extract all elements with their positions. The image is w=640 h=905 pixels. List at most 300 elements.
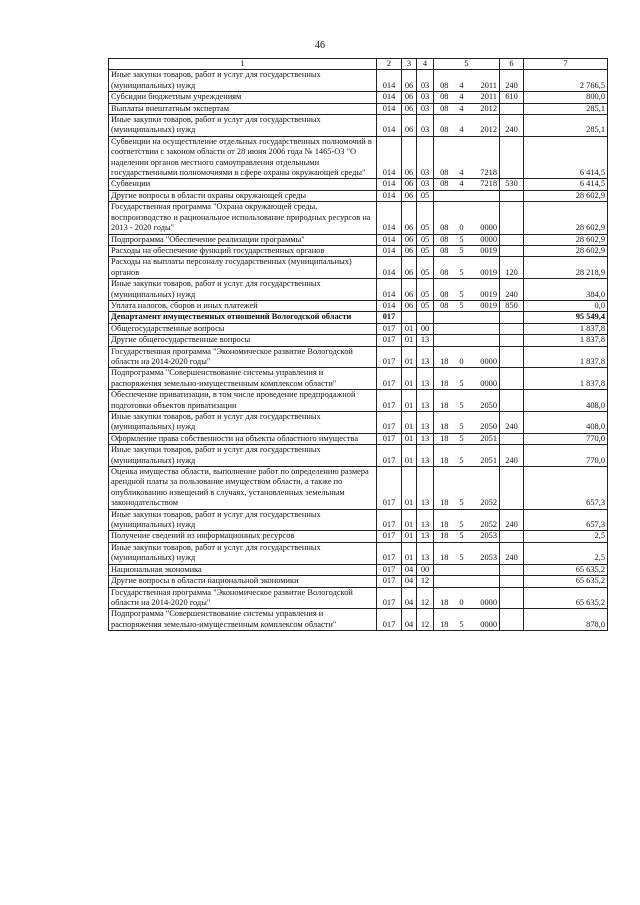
- table-row: [109, 257, 608, 279]
- target-direction-cell: [469, 312, 500, 323]
- target-subprogram-cell: 4: [455, 115, 469, 137]
- subsection-code-cell: 06: [402, 190, 417, 201]
- amount-cell: 657,3: [524, 509, 608, 531]
- subsection-code-cell: 06: [402, 279, 417, 301]
- item-code-cell: 13: [417, 346, 434, 368]
- expense-type-cell: [500, 312, 524, 323]
- target-program-cell: 18: [434, 467, 455, 510]
- subsection-code-cell: 01: [402, 390, 417, 412]
- target-subprogram-cell: [455, 576, 469, 587]
- table-row: [109, 202, 608, 234]
- table-row: [109, 509, 608, 531]
- section-code-cell: 017: [377, 412, 402, 434]
- target-program-cell: 18: [434, 346, 455, 368]
- section-code-cell: 014: [377, 179, 402, 190]
- expense-type-cell: 240: [500, 509, 524, 531]
- section-code-cell: 017: [377, 531, 402, 542]
- expense-type-cell: [500, 190, 524, 201]
- amount-cell: 1 837,8: [524, 323, 608, 334]
- subsection-code-cell: 01: [402, 433, 417, 444]
- target-subprogram-cell: 5: [455, 542, 469, 564]
- subsection-code-cell: [402, 312, 417, 323]
- amount-cell: 408,0: [524, 390, 608, 412]
- expense-type-cell: [500, 531, 524, 542]
- target-subprogram-cell: [455, 564, 469, 575]
- target-direction-cell: 2011: [469, 92, 500, 103]
- target-program-cell: [434, 323, 455, 334]
- target-subprogram-cell: 5: [455, 390, 469, 412]
- expense-type-cell: [500, 346, 524, 368]
- table-row: [109, 576, 608, 587]
- item-code-cell: 13: [417, 531, 434, 542]
- item-code-cell: 03: [417, 115, 434, 137]
- item-code-cell: 05: [417, 279, 434, 301]
- subsection-code-cell: 06: [402, 234, 417, 245]
- subsection-code-cell: 06: [402, 257, 417, 279]
- amount-cell: 65 635,2: [524, 576, 608, 587]
- table-row: [109, 115, 608, 137]
- item-code-cell: 05: [417, 257, 434, 279]
- item-code-cell: [417, 312, 434, 323]
- amount-cell: 95 549,4: [524, 312, 608, 323]
- subsection-code-cell: 06: [402, 70, 417, 92]
- target-program-cell: 18: [434, 368, 455, 390]
- header-col-4: 4: [417, 59, 434, 70]
- expense-type-cell: 240: [500, 115, 524, 137]
- name-cell: Иные закупки товаров, работ и услуг для государственных (муниципальных) нужд: [109, 412, 377, 434]
- target-direction-cell: 2051: [469, 433, 500, 444]
- target-direction-cell: 2012: [469, 115, 500, 137]
- amount-cell: 1 837,8: [524, 335, 608, 346]
- target-subprogram-cell: 4: [455, 136, 469, 179]
- target-program-cell: 18: [434, 587, 455, 609]
- expense-type-cell: [500, 202, 524, 234]
- section-code-cell: 014: [377, 300, 402, 311]
- header-col-1: 1: [109, 59, 377, 70]
- section-code-cell: 017: [377, 445, 402, 467]
- name-cell: Департамент имущественных отношений Вологодской области: [109, 312, 377, 323]
- target-direction-cell: [469, 564, 500, 575]
- target-program-cell: 08: [434, 136, 455, 179]
- table-row: [109, 445, 608, 467]
- name-cell: Иные закупки товаров, работ и услуг для государственных (муниципальных) нужд: [109, 509, 377, 531]
- item-code-cell: 00: [417, 323, 434, 334]
- target-program-cell: 08: [434, 115, 455, 137]
- name-cell: Национальная экономика: [109, 564, 377, 575]
- section-code-cell: 017: [377, 390, 402, 412]
- subsection-code-cell: 06: [402, 136, 417, 179]
- amount-cell: 28 602,9: [524, 202, 608, 234]
- target-direction-cell: [469, 190, 500, 201]
- table-row: [109, 136, 608, 179]
- expense-type-cell: [500, 103, 524, 114]
- table-row: [109, 531, 608, 542]
- name-cell: Другие вопросы в области национальной экономики: [109, 576, 377, 587]
- expense-type-cell: 240: [500, 542, 524, 564]
- target-subprogram-cell: 4: [455, 103, 469, 114]
- subsection-code-cell: 01: [402, 509, 417, 531]
- expense-type-cell: 240: [500, 279, 524, 301]
- item-code-cell: 05: [417, 202, 434, 234]
- amount-cell: 28 218,9: [524, 257, 608, 279]
- table-row: [109, 587, 608, 609]
- target-subprogram-cell: 5: [455, 609, 469, 631]
- target-subprogram-cell: [455, 335, 469, 346]
- expense-type-cell: 850: [500, 300, 524, 311]
- table-row: [109, 312, 608, 323]
- amount-cell: 408,0: [524, 412, 608, 434]
- target-program-cell: 18: [434, 509, 455, 531]
- subsection-code-cell: 01: [402, 542, 417, 564]
- name-cell: Другие вопросы в области охраны окружающей среды: [109, 190, 377, 201]
- target-direction-cell: 0019: [469, 257, 500, 279]
- header-col-3: 3: [402, 59, 417, 70]
- item-code-cell: 12: [417, 609, 434, 631]
- item-code-cell: 13: [417, 433, 434, 444]
- section-code-cell: 017: [377, 542, 402, 564]
- header-col-5: 5: [434, 59, 500, 70]
- target-program-cell: 08: [434, 179, 455, 190]
- subsection-code-cell: 06: [402, 202, 417, 234]
- expense-type-cell: [500, 335, 524, 346]
- name-cell: Иные закупки товаров, работ и услуг для государственных (муниципальных) нужд: [109, 115, 377, 137]
- amount-cell: 1 837,8: [524, 368, 608, 390]
- expense-type-cell: [500, 234, 524, 245]
- amount-cell: 285,1: [524, 103, 608, 114]
- name-cell: Государственная программа "Охрана окружающей среды, воспроизводство и рациональное использование природных ресурсов на 2013 - 2020 годы": [109, 202, 377, 234]
- target-program-cell: [434, 335, 455, 346]
- table-row: [109, 103, 608, 114]
- name-cell: Выплаты внештатным экспертам: [109, 103, 377, 114]
- name-cell: Субсидии бюджетным учреждениям: [109, 92, 377, 103]
- subsection-code-cell: 04: [402, 609, 417, 631]
- item-code-cell: 03: [417, 70, 434, 92]
- expense-type-cell: [500, 587, 524, 609]
- name-cell: Оценка имущества области, выполнение работ по определению размера арендной платы за пользование имуществом области, а также по опубликованию извещений в случаях, установленных земельным законодательством: [109, 467, 377, 510]
- name-cell: Иные закупки товаров, работ и услуг для государственных (муниципальных) нужд: [109, 279, 377, 301]
- table-row: [109, 368, 608, 390]
- target-subprogram-cell: 0: [455, 202, 469, 234]
- name-cell: Подпрограмма "Обеспечение реализации программы": [109, 234, 377, 245]
- expense-type-cell: [500, 136, 524, 179]
- amount-cell: 770,0: [524, 433, 608, 444]
- target-program-cell: 18: [434, 433, 455, 444]
- name-cell: Расходы на выплаты персоналу государственных (муниципальных) органов: [109, 257, 377, 279]
- target-direction-cell: 0019: [469, 245, 500, 256]
- item-code-cell: 13: [417, 467, 434, 510]
- target-subprogram-cell: [455, 323, 469, 334]
- budget-table: [108, 58, 608, 631]
- subsection-code-cell: 06: [402, 115, 417, 137]
- target-program-cell: [434, 312, 455, 323]
- subsection-code-cell: 04: [402, 576, 417, 587]
- section-code-cell: 017: [377, 433, 402, 444]
- expense-type-cell: [500, 323, 524, 334]
- amount-cell: 0,0: [524, 300, 608, 311]
- section-code-cell: 014: [377, 202, 402, 234]
- target-program-cell: 08: [434, 92, 455, 103]
- target-direction-cell: 7218: [469, 136, 500, 179]
- subsection-code-cell: 01: [402, 412, 417, 434]
- section-code-cell: 014: [377, 70, 402, 92]
- target-direction-cell: 2050: [469, 412, 500, 434]
- amount-cell: 6 414,5: [524, 179, 608, 190]
- table-row: [109, 412, 608, 434]
- table-row: [109, 300, 608, 311]
- name-cell: Государственная программа "Экономическое развитие Вологодской области на 2014-2020 годы": [109, 346, 377, 368]
- section-code-cell: 017: [377, 346, 402, 368]
- name-cell: Субвенции на осуществление отдельных государственных полномочий в соответствии с законом области от 28 июня 2006 года № 1465-ОЗ "О наделении органов местного самоуправления отдельными государственными полномочиями в сфере охраны окружающей среды": [109, 136, 377, 179]
- amount-cell: 285,1: [524, 115, 608, 137]
- item-code-cell: 00: [417, 564, 434, 575]
- subsection-code-cell: 06: [402, 245, 417, 256]
- amount-cell: 28 602,9: [524, 234, 608, 245]
- section-code-cell: 017: [377, 564, 402, 575]
- target-subprogram-cell: 4: [455, 179, 469, 190]
- item-code-cell: 13: [417, 542, 434, 564]
- target-subprogram-cell: 5: [455, 509, 469, 531]
- table-row: [109, 234, 608, 245]
- target-subprogram-cell: 4: [455, 70, 469, 92]
- section-code-cell: 014: [377, 245, 402, 256]
- page-number: 46: [315, 40, 325, 51]
- amount-cell: 770,0: [524, 445, 608, 467]
- target-program-cell: [434, 564, 455, 575]
- target-direction-cell: 0000: [469, 587, 500, 609]
- section-code-cell: 017: [377, 335, 402, 346]
- table-row: [109, 323, 608, 334]
- table-row: [109, 92, 608, 103]
- table-row: [109, 335, 608, 346]
- name-cell: Подпрограмма "Совершенствование системы управления и распоряжения земельно-имущественным комплексом области": [109, 609, 377, 631]
- target-direction-cell: 0000: [469, 346, 500, 368]
- section-code-cell: 014: [377, 136, 402, 179]
- section-code-cell: 017: [377, 609, 402, 631]
- target-program-cell: 08: [434, 70, 455, 92]
- target-direction-cell: 0000: [469, 368, 500, 390]
- target-program-cell: 18: [434, 390, 455, 412]
- target-subprogram-cell: 5: [455, 245, 469, 256]
- target-subprogram-cell: 4: [455, 92, 469, 103]
- target-program-cell: 08: [434, 245, 455, 256]
- target-subprogram-cell: 0: [455, 587, 469, 609]
- target-direction-cell: 2050: [469, 390, 500, 412]
- name-cell: Оформление права собственности на объекты областного имущества: [109, 433, 377, 444]
- amount-cell: 657,3: [524, 467, 608, 510]
- target-direction-cell: 0000: [469, 202, 500, 234]
- name-cell: Уплата налогов, сборов и иных платежей: [109, 300, 377, 311]
- item-code-cell: 13: [417, 509, 434, 531]
- expense-type-cell: [500, 576, 524, 587]
- subsection-code-cell: 01: [402, 531, 417, 542]
- subsection-code-cell: 01: [402, 346, 417, 368]
- section-code-cell: 017: [377, 467, 402, 510]
- amount-cell: 2,5: [524, 531, 608, 542]
- section-code-cell: 014: [377, 257, 402, 279]
- subsection-code-cell: 01: [402, 368, 417, 390]
- target-program-cell: 08: [434, 257, 455, 279]
- subsection-code-cell: 06: [402, 300, 417, 311]
- section-code-cell: 017: [377, 323, 402, 334]
- name-cell: Иные закупки товаров, работ и услуг для государственных (муниципальных) нужд: [109, 445, 377, 467]
- item-code-cell: 03: [417, 103, 434, 114]
- name-cell: Иные закупки товаров, работ и услуг для государственных (муниципальных) нужд: [109, 70, 377, 92]
- section-code-cell: 017: [377, 576, 402, 587]
- target-direction-cell: 2053: [469, 542, 500, 564]
- section-code-cell: 017: [377, 368, 402, 390]
- expense-type-cell: 240: [500, 412, 524, 434]
- target-subprogram-cell: 5: [455, 300, 469, 311]
- target-direction-cell: 2052: [469, 467, 500, 510]
- expense-type-cell: [500, 467, 524, 510]
- item-code-cell: 05: [417, 245, 434, 256]
- expense-type-cell: 120: [500, 257, 524, 279]
- subsection-code-cell: 01: [402, 467, 417, 510]
- section-code-cell: 017: [377, 587, 402, 609]
- name-cell: Субвенции: [109, 179, 377, 190]
- amount-cell: 28 602,9: [524, 190, 608, 201]
- name-cell: Получение сведений из информационных ресурсов: [109, 531, 377, 542]
- target-program-cell: 08: [434, 279, 455, 301]
- expense-type-cell: [500, 433, 524, 444]
- target-direction-cell: 0019: [469, 300, 500, 311]
- subsection-code-cell: 01: [402, 323, 417, 334]
- item-code-cell: 13: [417, 368, 434, 390]
- target-program-cell: 18: [434, 412, 455, 434]
- item-code-cell: 03: [417, 136, 434, 179]
- amount-cell: 800,0: [524, 92, 608, 103]
- subsection-code-cell: 04: [402, 564, 417, 575]
- expense-type-cell: 240: [500, 445, 524, 467]
- item-code-cell: 03: [417, 179, 434, 190]
- header-col-2: 2: [377, 59, 402, 70]
- item-code-cell: 13: [417, 390, 434, 412]
- name-cell: Подпрограмма "Совершенствование системы управления и распоряжения земельно-имущественным комплексом области": [109, 368, 377, 390]
- expense-type-cell: 240: [500, 70, 524, 92]
- expense-type-cell: [500, 245, 524, 256]
- target-subprogram-cell: 5: [455, 234, 469, 245]
- name-cell: Общегосударственные вопросы: [109, 323, 377, 334]
- name-cell: Другие общегосударственные вопросы: [109, 335, 377, 346]
- target-subprogram-cell: 5: [455, 467, 469, 510]
- item-code-cell: 13: [417, 335, 434, 346]
- subsection-code-cell: 06: [402, 179, 417, 190]
- table-row: [109, 542, 608, 564]
- amount-cell: 384,0: [524, 279, 608, 301]
- amount-cell: 6 414,5: [524, 136, 608, 179]
- target-program-cell: 18: [434, 531, 455, 542]
- target-direction-cell: 0019: [469, 279, 500, 301]
- amount-cell: 2 766,5: [524, 70, 608, 92]
- section-code-cell: 014: [377, 279, 402, 301]
- item-code-cell: 12: [417, 587, 434, 609]
- table-row: [109, 70, 608, 92]
- expense-type-cell: 610: [500, 92, 524, 103]
- target-subprogram-cell: 5: [455, 257, 469, 279]
- target-program-cell: 08: [434, 300, 455, 311]
- target-direction-cell: [469, 335, 500, 346]
- target-program-cell: [434, 190, 455, 201]
- table-row: [109, 467, 608, 510]
- item-code-cell: 05: [417, 190, 434, 201]
- expense-type-cell: 530: [500, 179, 524, 190]
- expense-type-cell: [500, 390, 524, 412]
- target-direction-cell: 2051: [469, 445, 500, 467]
- target-direction-cell: 7218: [469, 179, 500, 190]
- item-code-cell: 05: [417, 234, 434, 245]
- target-subprogram-cell: 5: [455, 445, 469, 467]
- name-cell: Государственная программа "Экономическое развитие Вологодской области на 2014-2020 годы": [109, 587, 377, 609]
- target-subprogram-cell: [455, 312, 469, 323]
- table-row: [109, 390, 608, 412]
- section-code-cell: 017: [377, 509, 402, 531]
- target-direction-cell: 2052: [469, 509, 500, 531]
- target-direction-cell: 0000: [469, 234, 500, 245]
- subsection-code-cell: 06: [402, 103, 417, 114]
- table-row: [109, 279, 608, 301]
- target-program-cell: 08: [434, 103, 455, 114]
- target-direction-cell: 2011: [469, 70, 500, 92]
- section-code-cell: 014: [377, 115, 402, 137]
- table-body: [109, 70, 608, 631]
- amount-cell: 65 635,2: [524, 564, 608, 575]
- target-subprogram-cell: 0: [455, 346, 469, 368]
- table-row: [109, 609, 608, 631]
- amount-cell: 878,0: [524, 609, 608, 631]
- name-cell: Обеспечение приватизации, в том числе проведение предпродажной подготовки объектов приватизации: [109, 390, 377, 412]
- amount-cell: 65 635,2: [524, 587, 608, 609]
- target-program-cell: 18: [434, 445, 455, 467]
- item-code-cell: 12: [417, 576, 434, 587]
- amount-cell: 1 837,8: [524, 346, 608, 368]
- section-code-cell: 014: [377, 190, 402, 201]
- target-program-cell: 18: [434, 542, 455, 564]
- table-row: [109, 190, 608, 201]
- header-col-6: 6: [500, 59, 524, 70]
- target-direction-cell: [469, 576, 500, 587]
- subsection-code-cell: 06: [402, 92, 417, 103]
- table-row: [109, 564, 608, 575]
- target-program-cell: 18: [434, 609, 455, 631]
- target-subprogram-cell: [455, 190, 469, 201]
- expense-type-cell: [500, 609, 524, 631]
- amount-cell: 28 602,9: [524, 245, 608, 256]
- expense-type-cell: [500, 564, 524, 575]
- name-cell: Расходы на обеспечение функций государственных органов: [109, 245, 377, 256]
- item-code-cell: 13: [417, 412, 434, 434]
- target-direction-cell: 2053: [469, 531, 500, 542]
- target-direction-cell: 0000: [469, 609, 500, 631]
- table-header-row: [109, 59, 608, 70]
- header-col-7: 7: [524, 59, 608, 70]
- table-row: [109, 346, 608, 368]
- target-program-cell: 08: [434, 202, 455, 234]
- target-program-cell: 08: [434, 234, 455, 245]
- section-code-cell: 014: [377, 92, 402, 103]
- target-subprogram-cell: 5: [455, 412, 469, 434]
- name-cell: Иные закупки товаров, работ и услуг для государственных (муниципальных) нужд: [109, 542, 377, 564]
- item-code-cell: 13: [417, 445, 434, 467]
- target-subprogram-cell: 5: [455, 531, 469, 542]
- table-row: [109, 179, 608, 190]
- item-code-cell: 05: [417, 300, 434, 311]
- target-subprogram-cell: 5: [455, 433, 469, 444]
- amount-cell: 2,5: [524, 542, 608, 564]
- target-subprogram-cell: 5: [455, 279, 469, 301]
- section-code-cell: 014: [377, 234, 402, 245]
- expense-type-cell: [500, 368, 524, 390]
- table-row: [109, 433, 608, 444]
